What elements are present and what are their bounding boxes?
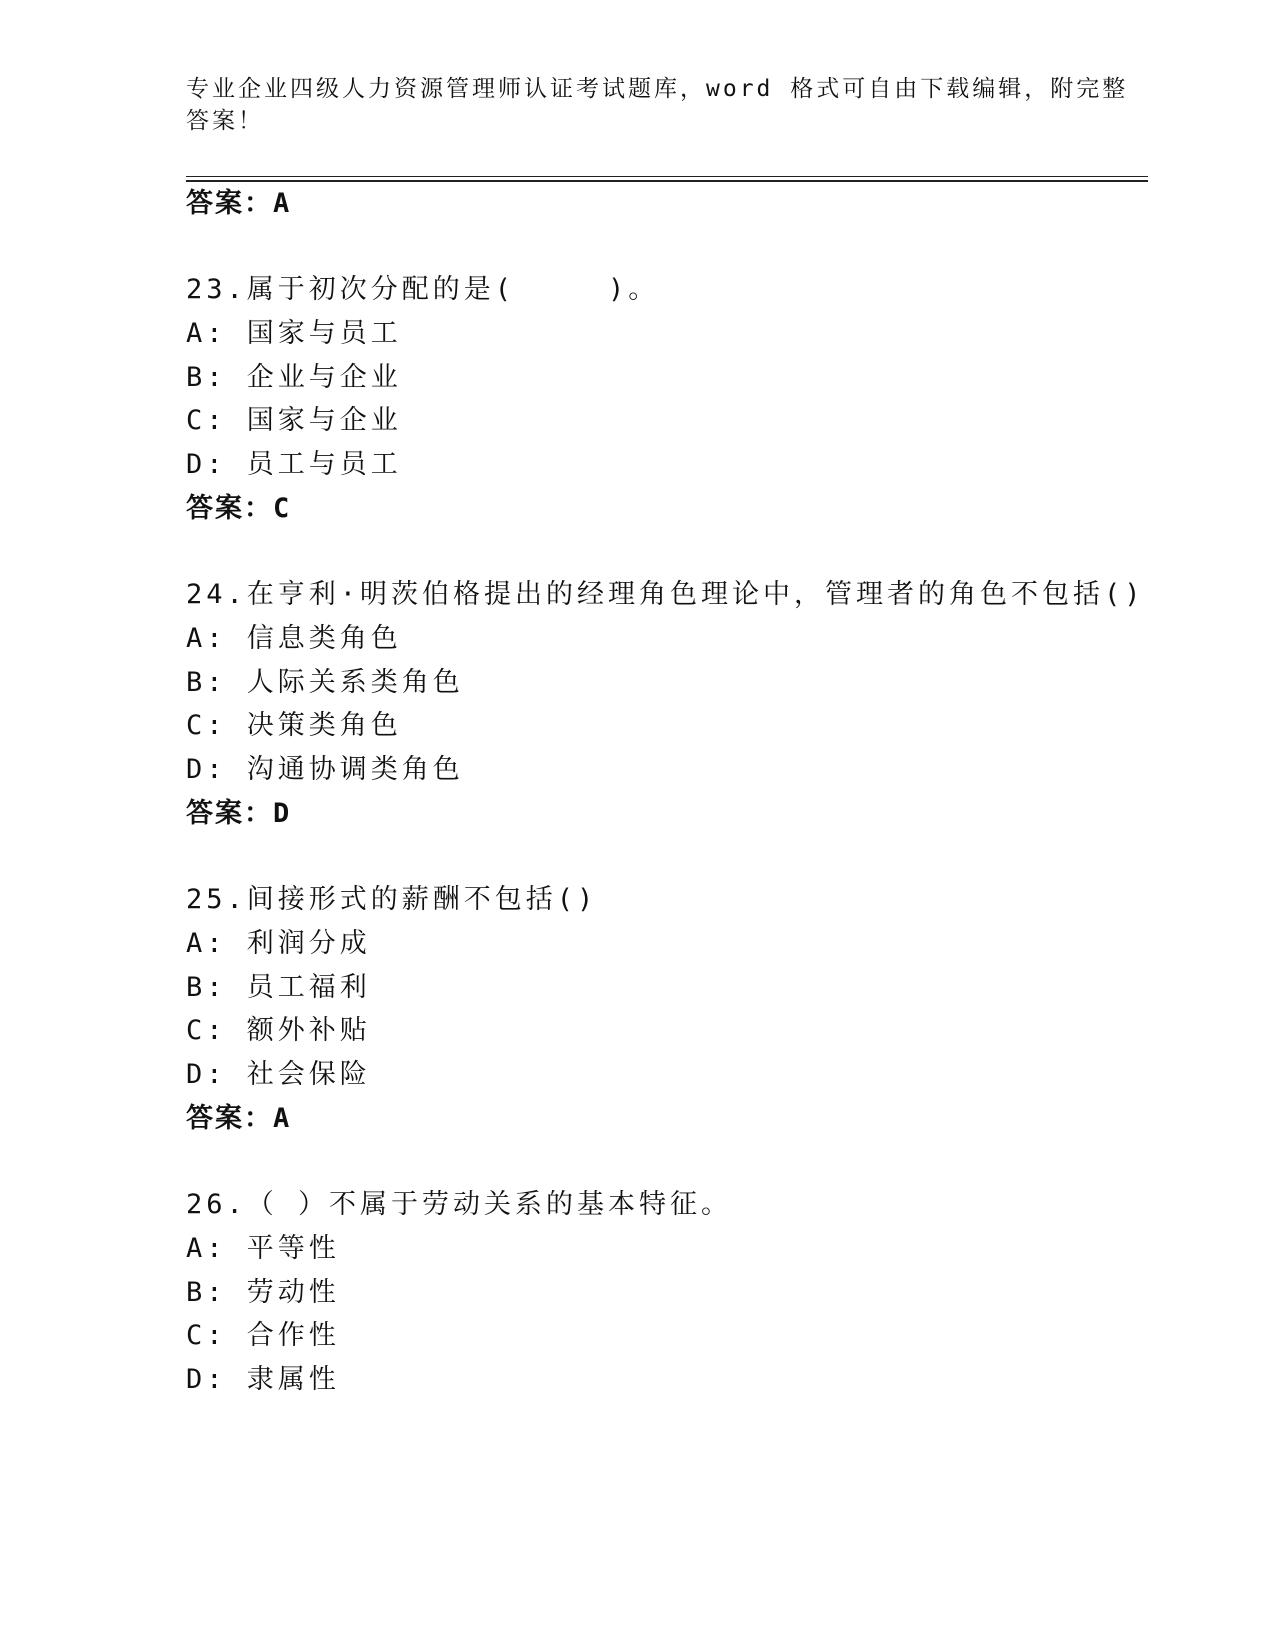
option-c: C: 合作性: [186, 1320, 340, 1351]
option-b: B: 劳动性: [186, 1277, 340, 1308]
header-divider-thick: [186, 180, 1148, 182]
option-d: D: 社会保险: [186, 1059, 371, 1090]
answer-line: 答案：D: [186, 798, 292, 829]
option-a: A: 国家与员工: [186, 318, 402, 349]
option-a: A: 利润分成: [186, 928, 371, 959]
option-c: C: 国家与企业: [186, 405, 402, 436]
option-d: D: 员工与员工: [186, 449, 402, 480]
question-stem: 26.（ ）不属于劳动关系的基本特征。: [186, 1189, 733, 1220]
document-header-line-1: 专业企业四级人力资源管理师认证考试题库，word 格式可自由下载编辑，附完整: [186, 76, 1129, 102]
question-stem: 23.属于初次分配的是( )。: [186, 274, 660, 305]
header-divider-thin: [186, 176, 1148, 177]
document-header-line-2: 答案！: [186, 108, 264, 134]
option-c: C: 额外补贴: [186, 1015, 371, 1046]
question-stem: 25.间接形式的薪酬不包括(): [186, 884, 598, 915]
answer-line: 答案：A: [186, 188, 292, 219]
option-d: D: 沟通协调类角色: [186, 754, 464, 785]
option-a: A: 平等性: [186, 1233, 340, 1264]
option-b: B: 人际关系类角色: [186, 667, 464, 698]
option-a: A: 信息类角色: [186, 623, 402, 654]
option-b: B: 企业与企业: [186, 362, 402, 393]
answer-line: 答案：C: [186, 493, 292, 524]
option-c: C: 决策类角色: [186, 710, 402, 741]
option-b: B: 员工福利: [186, 972, 371, 1003]
question-stem: 24.在亨利·明茨伯格提出的经理角色理论中，管理者的角色不包括(): [186, 579, 1145, 610]
answer-line: 答案：A: [186, 1103, 292, 1134]
option-d: D: 隶属性: [186, 1364, 340, 1395]
